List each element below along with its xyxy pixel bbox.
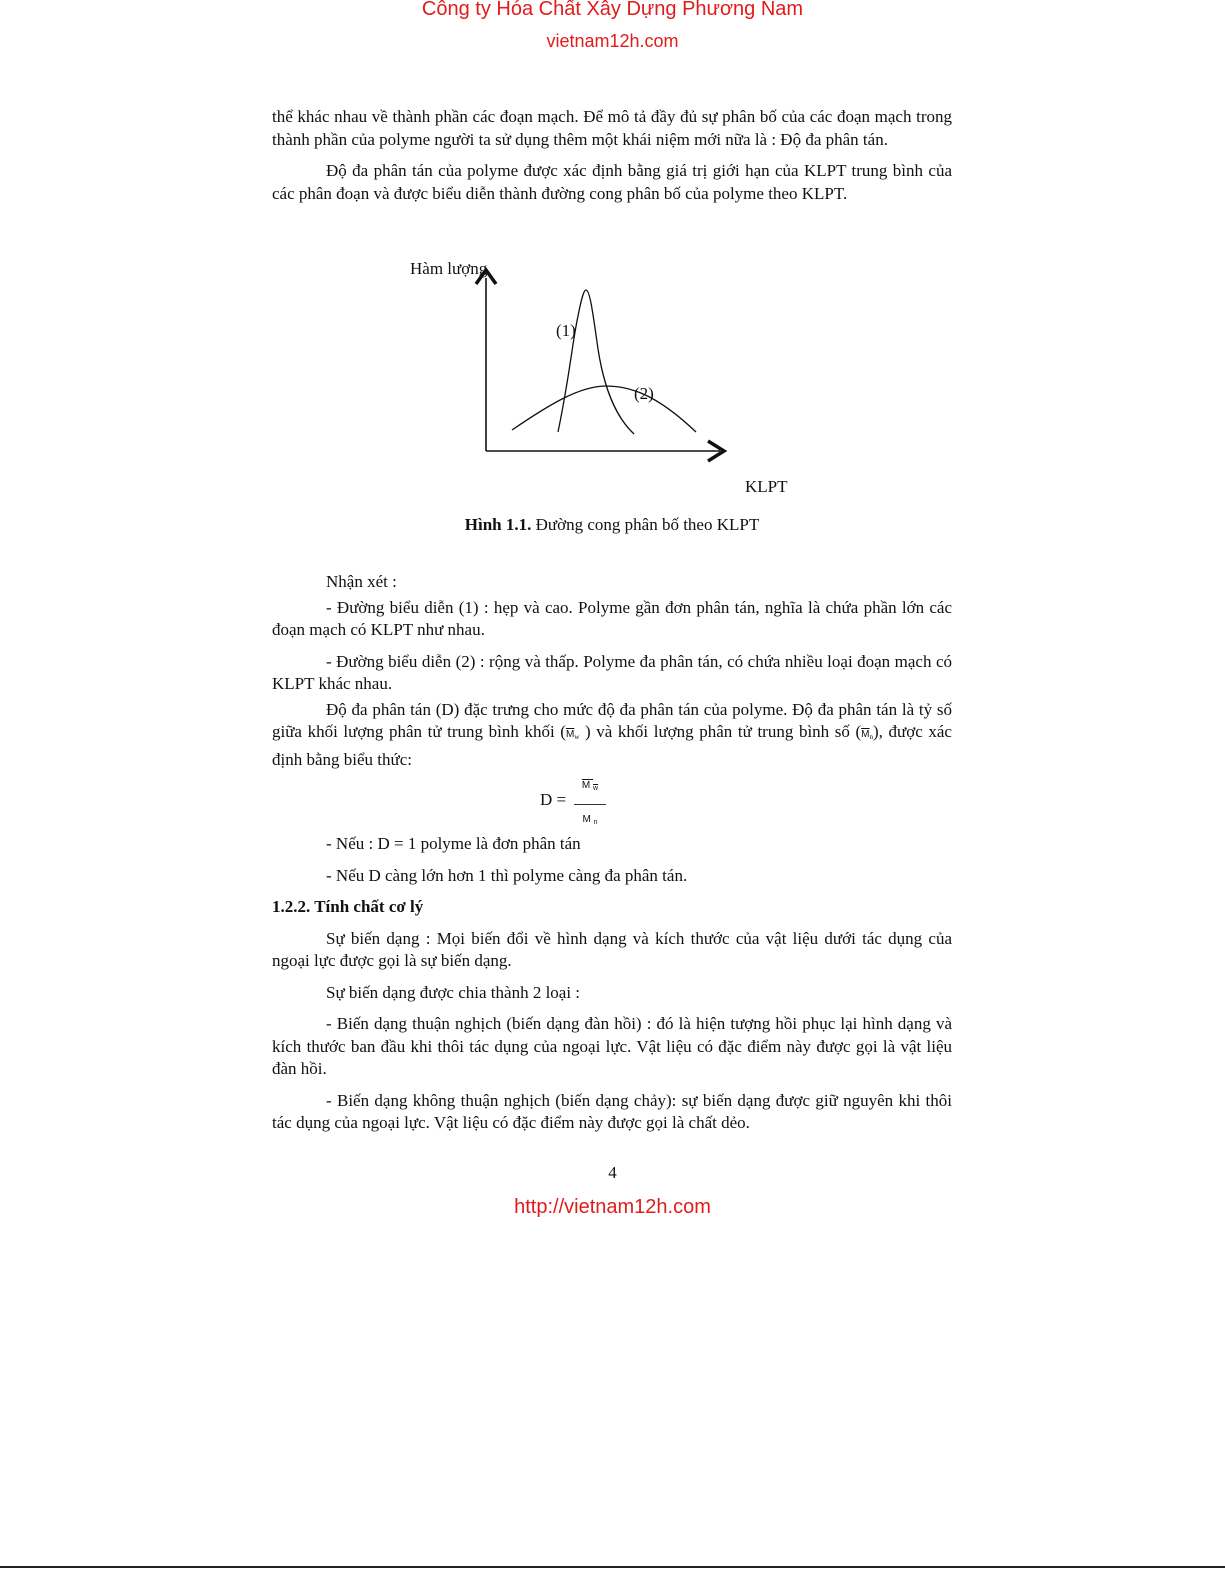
y-axis-label: Hàm lượng	[410, 259, 488, 278]
section-paragraph-4: - Biến dạng không thuận nghịch (biến dạng chảy): sự biến dạng được giữ nguyên khi thôi tác dụng của ngoại lực. Vật liệu có đặc điểm này được gọi là chất dẻo.	[272, 1090, 952, 1132]
section-paragraph-2: Sự biến dạng được chia thành 2 loại :	[326, 982, 581, 1002]
formula-num-sub: w	[593, 785, 599, 792]
caption-text: Đường cong phân bố theo KLPT	[531, 515, 760, 534]
distribution-chart	[400, 254, 820, 504]
header-site[interactable]: vietnam12h.com	[546, 31, 679, 51]
x-axis-label: KLPT	[745, 477, 788, 496]
condition-2: - Nếu D càng lớn hơn 1 thì polyme càng đa phân tán.	[326, 865, 688, 885]
fraction-bar	[574, 804, 606, 805]
formula-fraction	[574, 775, 606, 834]
mw-subscript: w	[574, 733, 580, 741]
curve-1	[558, 290, 634, 434]
section-paragraph-3: - Biến dạng thuận nghịch (biến dạng đàn hồi) : đó là hiện tượng hồi phục lại hình dạng và kích thước ban đầu khi thôi tác dụng của ngoại lực. Vật liệu có đặc điểm này được gọi là vật liệu đàn hồi.	[272, 1014, 952, 1078]
condition-1: - Nếu : D = 1 polyme là đơn phân tán	[326, 834, 581, 853]
section-heading: 1.2.2. Tính chất cơ lý	[272, 897, 424, 916]
mn-subscript: n	[869, 733, 874, 741]
curve-1-label: (1)	[556, 321, 576, 340]
remarks-section	[272, 571, 952, 1135]
formula-num-symbol: M	[581, 780, 591, 791]
curve-2	[512, 386, 696, 432]
intro-paragraph-2: Độ đa phân tán của polyme được xác định bằng giá trị giới hạn của KLPT trung bình của các phân đoạn và được biểu diễn thành đường cong phân bố của polyme theo KLPT.	[272, 161, 952, 203]
dispersity-text-1: Độ đa phân tán (D) đặc trưng cho mức độ đa phân tán của polyme. Độ đa phân tán là tỷ số giữa khối lượng phân tử trung bình khối (	[272, 699, 952, 741]
caption-number: Hình 1.1.	[464, 515, 532, 534]
formula-den-sub: n	[593, 818, 598, 826]
formula-numerator	[574, 775, 606, 801]
formula-den-symbol: M	[582, 813, 591, 825]
remarks-title: Nhận xét :	[326, 572, 397, 591]
page-number: 4	[608, 1163, 617, 1182]
remark-2: - Đường biểu diễn (2) : rộng và thấp. Polyme đa phân tán, có chứa nhiều loại đoạn mạch có KLPT khác nhau.	[272, 651, 952, 693]
section-paragraph-1: Sự biến dạng : Mọi biến đổi về hình dạng và kích thước của vật liệu dưới tác dụng của ngoại lực được gọi là sự biến dạng.	[272, 928, 952, 970]
curve-2-label: (2)	[634, 384, 654, 403]
footer-link[interactable]: http://vietnam12h.com	[514, 1196, 711, 1218]
intro-paragraph-1: thể khác nhau về thành phần các đoạn mạch. Để mô tả đầy đủ sự phân bố của các đoạn mạch trong thành phần của polyme người ta sử dụng thêm một khái niệm mới nữa là : Độ đa phân tán.	[272, 107, 952, 149]
distribution-figure	[400, 254, 820, 504]
header-company: Công ty Hóa Chất Xây Dựng Phương Nam	[421, 0, 804, 20]
dispersity-paragraph	[272, 699, 952, 772]
figure-caption	[272, 515, 952, 535]
dispersity-formula	[272, 775, 952, 827]
intro-section	[272, 106, 952, 205]
mn-symbol: $\overline{M}$	[861, 729, 870, 740]
dispersity-text-3: ), được xác định bằng biểu thức:	[272, 722, 952, 769]
formula-lhs: D =	[540, 790, 567, 809]
formula-denominator	[574, 809, 606, 835]
bottom-rule	[0, 1566, 1225, 1568]
mw-symbol: $\overline{M}$	[565, 729, 575, 740]
dispersity-text-2: ) và khối lượng phân tử trung bình số (	[579, 722, 862, 741]
remark-1: - Đường biểu diễn (1) : hẹp và cao. Polyme gần đơn phân tán, nghĩa là chứa phần lớn các đoạn mạch có KLPT như nhau.	[272, 597, 952, 639]
